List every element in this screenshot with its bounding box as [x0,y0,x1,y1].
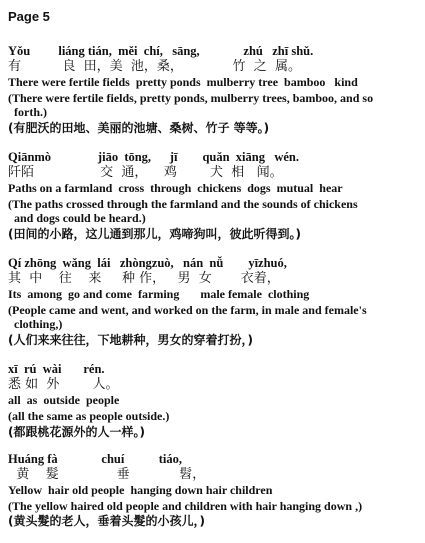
chinese-translation-line: (有肥沃的田地、美丽的池塘、桑树、竹子 等等。) [8,121,270,135]
translation-line: (There were fertile fields, pretty ponds, mulberry trees, bamboo, and so [8,91,374,105]
translation-line: clothing,) [8,317,63,331]
english-gloss-line: Yellow hair old people hanging down hair children [8,483,273,497]
hanzi-line: 其 中 往 来 种 作， 男 女 衣着， [8,271,280,286]
chinese-translation-line: (人们来来往往，下地耕种，男女的穿着打扮，) [8,333,253,347]
english-gloss-line: all as outside people [8,393,120,407]
hanzi-line: 阡陌 交 通， 鸡 犬 相 闻。 [8,165,283,180]
translation-line: (all the same as people outside.) [8,409,170,423]
page-title: Page 5 [8,9,50,24]
pinyin-line: xī rú wài rén. [8,362,105,376]
chinese-translation-line: (黄头髮的老人，垂着头髮的小孩儿，) [8,514,205,528]
english-gloss-line: Paths on a farmland cross through chickens dogs mutual hear [8,181,343,195]
chinese-translation-line: (田间的小路，这儿通到那儿，鸡啼狗叫，彼此听得到。) [8,227,301,241]
translation-line: (People came and went, and worked on the farm, in male and female's [8,303,367,317]
hanzi-line: 黄 髮 垂 髫， [8,467,206,482]
chinese-translation-line: (都跟桃花源外的人一样。) [8,425,145,439]
translation-line: (The paths crossed through the farmland and the sounds of chickens [8,197,358,211]
hanzi-line: 悉 如 外 人。 [8,377,119,392]
translation-line: and dogs could be heard.) [8,211,146,225]
english-gloss-line: Its among go and come farming male female clothing [8,287,310,301]
pinyin-line: Huáng fà chuí tiáo, [8,452,182,466]
pinyin-line: Qí zhōng wǎng lái zhòngzuò, nán nǚ yīzhuó, [8,256,287,270]
hanzi-line: 有 良 田，美 池，桑， 竹 之 属。 [8,59,301,74]
pinyin-line: Yǒu liáng tián, měi chí, sāng, zhú zhī shǔ. [8,44,314,58]
translation-line: forth.) [8,105,47,119]
translation-line: (The yellow haired old people and children with hair hanging down ,) [8,499,363,513]
pinyin-line: Qiānmò jiāo tōng, jī quǎn xiāng wén. [8,150,300,164]
english-gloss-line: There were fertile fields pretty ponds mulberry tree bamboo kind [8,75,358,89]
